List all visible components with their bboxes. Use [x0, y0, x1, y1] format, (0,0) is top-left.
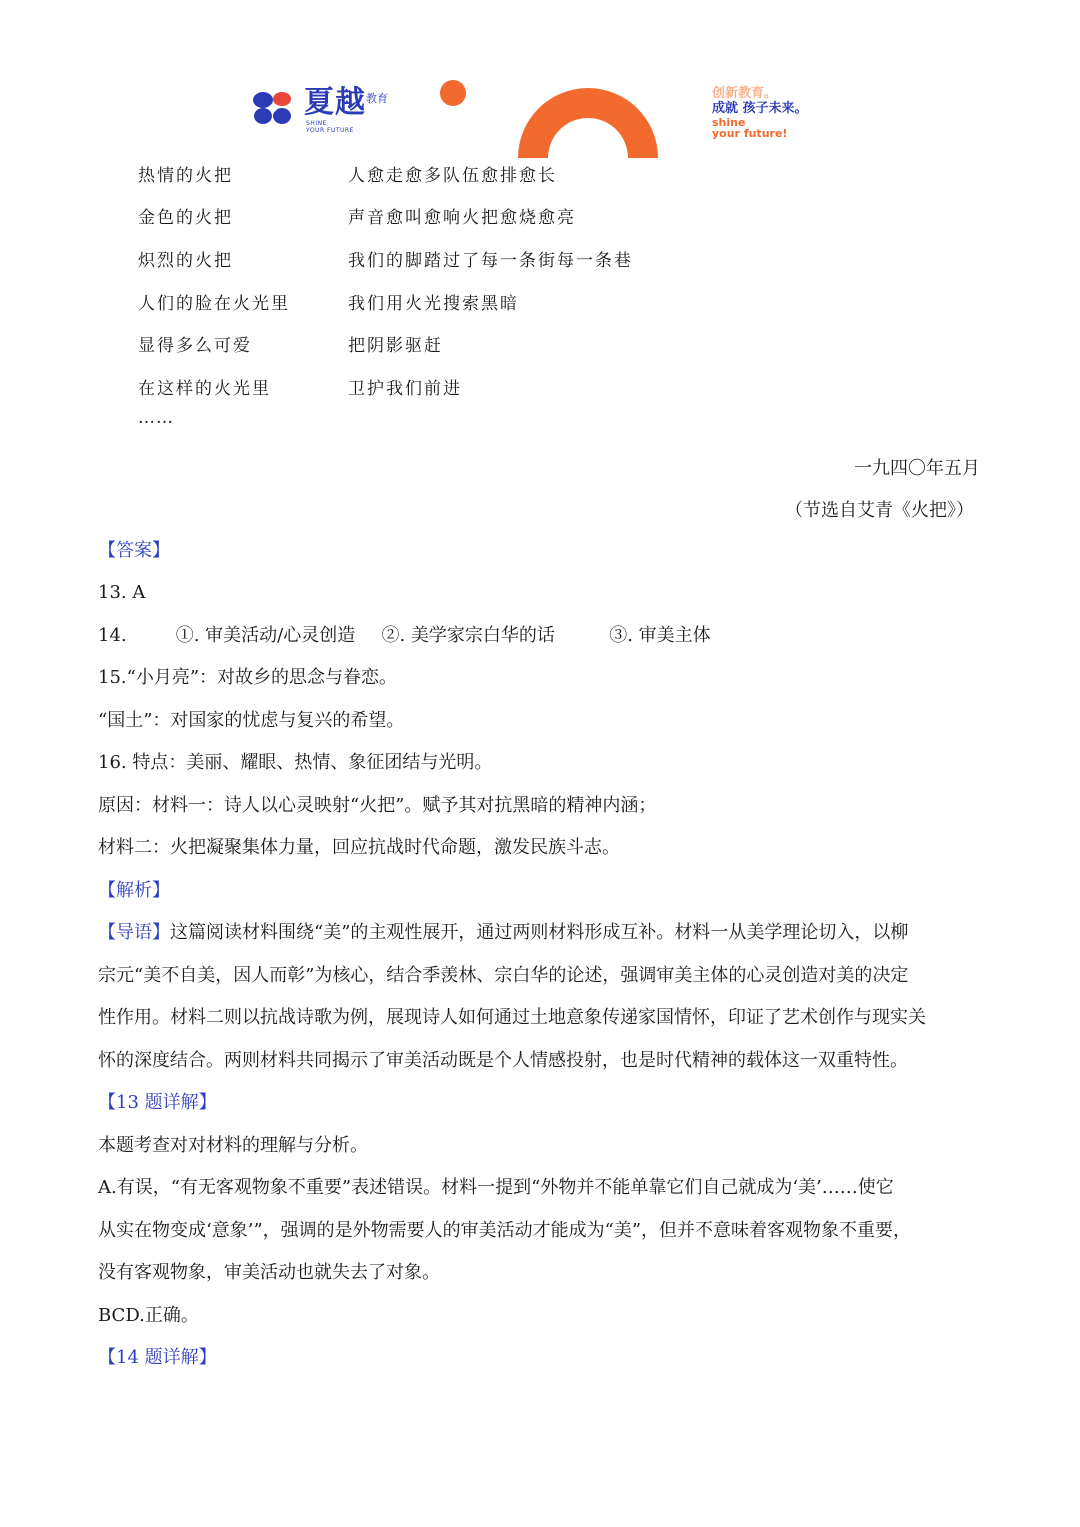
poem-left-line: 金色的火把 [138, 208, 233, 229]
poem-ellipsis: …… [138, 408, 174, 428]
orange-arc-decoration [518, 88, 658, 158]
logo-tagline-1: SHINE [306, 120, 327, 127]
poem-right-line: 把阴影驱赶 [348, 336, 443, 357]
page-header [0, 0, 1080, 150]
poem-row [138, 280, 838, 323]
poem-row [138, 322, 838, 365]
answer-q14-item: ①. 审美活动/心灵创造 [175, 625, 356, 646]
answer-q14-item: ②. 美学家宗白华的话 [381, 625, 555, 646]
poem-date: 一九四〇年五月 [854, 458, 980, 479]
q13-detail-line: 本题考查对对材料的理解与分析。 [98, 1135, 368, 1156]
brand-logo [252, 86, 412, 136]
poem-right-line: 我们用火光搜索黑暗 [348, 293, 519, 314]
poem-left-line: 炽烈的火把 [138, 250, 233, 271]
answer-q16-line: 材料二：火把凝聚集体力量，回应抗战时代命题，激发民族斗志。 [98, 837, 620, 858]
poem-left-line: 人们的脸在火光里 [138, 293, 290, 314]
answer-q16-line: 16. 特点：美丽、耀眼、热情、象征团结与光明。 [98, 752, 493, 773]
poem-source: （节选自艾青《火把》） [785, 500, 974, 521]
q13-detail-line: A.有误，“有无客观物象不重要”表述错误。材料一提到“外物并不能单靠它们自己就成为‘美’……使它 [98, 1177, 894, 1198]
intro-tag: 【导语】 [98, 922, 170, 943]
poem-row [138, 195, 838, 238]
answer-heading: 【答案】 [98, 540, 170, 561]
q13-detail-line: 从实在物变成‘意象’”，强调的是外物需要人的审美活动才能成为“美”，但并不意味着客观物象不重要， [98, 1220, 912, 1241]
orange-dot-decoration [440, 80, 466, 106]
answer-q15-line: “国土”：对国家的忧虑与复兴的希望。 [98, 710, 405, 731]
logo-tagline [306, 120, 354, 134]
poem-right-line: 声音愈叫愈响火把愈烧愈亮 [348, 208, 576, 229]
answer-q14-number: 14. [98, 625, 127, 646]
flower-logo-icon [252, 90, 296, 126]
poem-row [138, 365, 838, 408]
poem-right-line: 卫护我们前进 [348, 378, 462, 399]
answer-q16-line: 原因：材料一：诗人以心灵映射“火把”。赋予其对抗黑暗的精神内涵； [98, 795, 657, 816]
answer-q13: 13. A [98, 582, 146, 603]
analysis-intro-line: 性作用。材料二则以抗战诗歌为例，展现诗人如何通过土地意象传递家国情怀，印证了艺术创作与现实关 [98, 1007, 926, 1028]
poem-excerpt [138, 152, 838, 408]
slogan-line-1: 创新教育。 [712, 86, 778, 101]
logo-tagline-2: YOUR FUTURE [306, 127, 354, 134]
answer-q14 [98, 615, 983, 658]
answer-q15-line: 15.“小月亮”：对故乡的思念与眷恋。 [98, 667, 398, 688]
poem-right-line: 我们的脚踏过了每一条街每一条巷 [348, 250, 633, 271]
analysis-heading: 【解析】 [98, 880, 170, 901]
poem-right-line: 人愈走愈多队伍愈排愈长 [348, 165, 557, 186]
answer-q14-item: ③. 审美主体 [609, 625, 711, 646]
slogan-line-3: shine [712, 116, 746, 129]
logo-edu: 教育 [366, 92, 388, 105]
logo-name: 夏越 [304, 85, 366, 120]
poem-row [138, 152, 838, 195]
poem-left-line: 显得多么可爱 [138, 336, 252, 357]
intro-text: 这篇阅读材料围绕“美”的主观性展开，通过两则材料形成互补。材料一从美学理论切入，以柳 [170, 922, 909, 943]
analysis-intro-line: 怀的深度结合。两则材料共同揭示了审美活动既是个人情感投射，也是时代精神的载体这一双重特性。 [98, 1050, 908, 1071]
q13-detail-heading: 【13 题详解】 [98, 1092, 217, 1113]
brand-slogan [712, 86, 808, 140]
q13-detail-line: 没有客观物象，审美活动也就失去了对象。 [98, 1262, 440, 1283]
analysis-intro-line: 宗元“美不自美，因人而彰”为核心，结合季羡林、宗白华的论述，强调审美主体的心灵创造对美的决定 [98, 965, 909, 986]
poem-left-line: 热情的火把 [138, 165, 233, 186]
slogan-line-4: your future! [712, 127, 788, 140]
analysis-intro-line [98, 912, 983, 955]
q14-detail-heading: 【14 题详解】 [98, 1347, 217, 1368]
slogan-line-2: 成就 孩子未来。 [712, 101, 808, 116]
poem-left-line: 在这样的火光里 [138, 378, 271, 399]
poem-row [138, 237, 838, 280]
q13-detail-line: BCD.正确。 [98, 1305, 199, 1326]
